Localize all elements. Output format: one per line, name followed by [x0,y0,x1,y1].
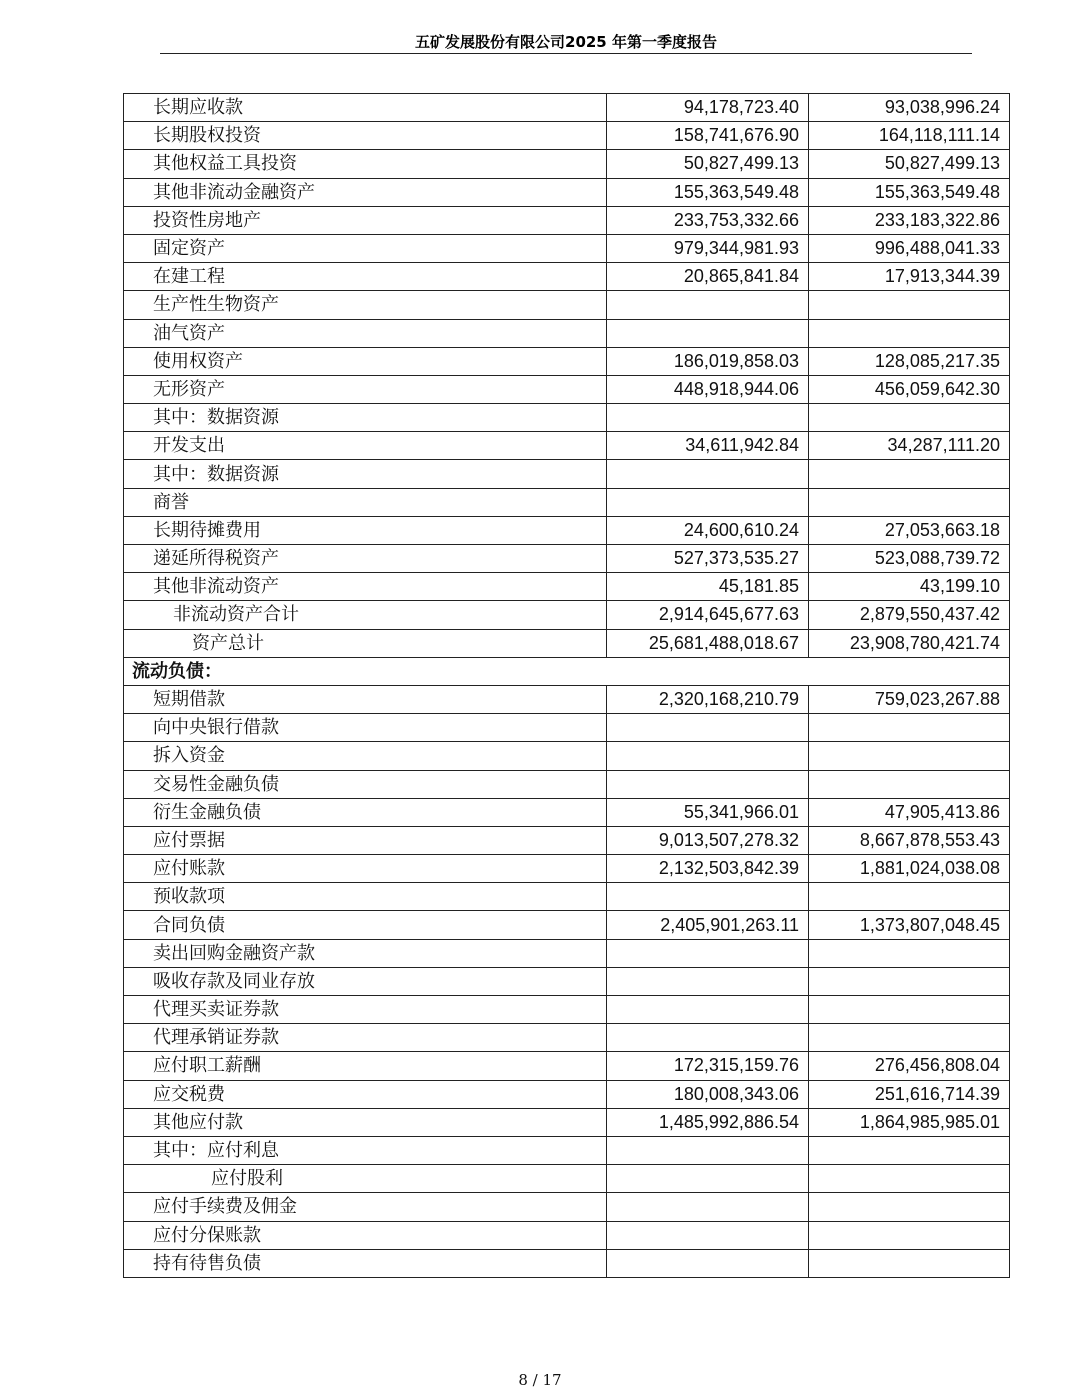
table-row [124,714,1010,742]
prior-period-value: 523,088,739.72 [809,545,1010,573]
current-period-value [607,742,809,770]
table-row [124,742,1010,770]
row-label: 应付职工薪酬 [124,1052,607,1080]
current-period-value: 233,753,332.66 [607,206,809,234]
table-row [124,1080,1010,1108]
prior-period-value [809,1136,1010,1164]
row-label: 其他应付款 [124,1108,607,1136]
table-row [124,1221,1010,1249]
current-period-value: 34,611,942.84 [607,432,809,460]
current-period-value [607,1193,809,1221]
prior-period-value [809,1165,1010,1193]
row-label: 应付手续费及佣金 [124,1193,607,1221]
prior-period-value: 34,287,111.20 [809,432,1010,460]
table-row [124,122,1010,150]
row-label: 拆入资金 [124,742,607,770]
row-label: 资产总计 [124,629,607,657]
current-period-value: 155,363,549.48 [607,178,809,206]
row-label: 长期股权投资 [124,122,607,150]
prior-period-value [809,291,1010,319]
prior-period-value: 1,864,985,985.01 [809,1108,1010,1136]
row-label: 持有待售负债 [124,1249,607,1277]
table-row [124,573,1010,601]
table-row [124,883,1010,911]
current-period-value: 158,741,676.90 [607,122,809,150]
prior-period-value [809,1249,1010,1277]
table-row [124,1108,1010,1136]
page-header-title: 五矿发展股份有限公司2025 年第一季度报告 [415,33,717,51]
current-period-value: 20,865,841.84 [607,263,809,291]
row-label: 向中央银行借款 [124,714,607,742]
row-label: 预收款项 [124,883,607,911]
row-label: 在建工程 [124,263,607,291]
row-label: 应交税费 [124,1080,607,1108]
current-period-value [607,1165,809,1193]
table-row [124,1193,1010,1221]
table-row [124,1052,1010,1080]
prior-period-value: 276,456,808.04 [809,1052,1010,1080]
current-period-value: 50,827,499.13 [607,150,809,178]
current-period-value: 2,320,168,210.79 [607,685,809,713]
row-label: 代理买卖证券款 [124,996,607,1024]
prior-period-value: 759,023,267.88 [809,685,1010,713]
prior-period-value: 251,616,714.39 [809,1080,1010,1108]
prior-period-value: 1,373,807,048.45 [809,911,1010,939]
row-label: 应付账款 [124,855,607,883]
table-row [124,94,1010,122]
row-label: 其中：应付利息 [124,1136,607,1164]
prior-period-value: 456,059,642.30 [809,375,1010,403]
prior-period-value [809,319,1010,347]
table-row [124,460,1010,488]
table-row [124,545,1010,573]
current-period-value [607,1249,809,1277]
row-label: 代理承销证券款 [124,1024,607,1052]
current-period-value [607,1221,809,1249]
table-row [124,798,1010,826]
row-label: 非流动资产合计 [124,601,607,629]
prior-period-value [809,742,1010,770]
table-row [124,1136,1010,1164]
balance-sheet-table [123,93,1010,1278]
prior-period-value: 8,667,878,553.43 [809,826,1010,854]
row-label: 投资性房地产 [124,206,607,234]
row-label: 其他权益工具投资 [124,150,607,178]
current-period-value [607,883,809,911]
current-period-value [607,319,809,347]
table-row [124,488,1010,516]
prior-period-value: 27,053,663.18 [809,516,1010,544]
row-label: 其中：数据资源 [124,460,607,488]
row-label: 递延所得税资产 [124,545,607,573]
total-row [124,629,1010,657]
row-label: 生产性生物资产 [124,291,607,319]
current-period-value [607,770,809,798]
table-row [124,347,1010,375]
current-period-value: 2,405,901,263.11 [607,911,809,939]
row-label: 应付股利 [124,1165,607,1193]
row-label: 其他非流动金融资产 [124,178,607,206]
balance-sheet-body [124,94,1010,1278]
current-period-value: 2,914,645,677.63 [607,601,809,629]
prior-period-value: 128,085,217.35 [809,347,1010,375]
row-label: 油气资产 [124,319,607,347]
current-period-value: 186,019,858.03 [607,347,809,375]
prior-period-value [809,460,1010,488]
section-heading: 流动负债： [124,657,1010,685]
table-row [124,1024,1010,1052]
subtotal-row [124,601,1010,629]
table-row [124,178,1010,206]
current-period-value: 94,178,723.40 [607,94,809,122]
current-period-value [607,967,809,995]
prior-period-value [809,1221,1010,1249]
current-period-value [607,1024,809,1052]
row-label: 交易性金融负债 [124,770,607,798]
prior-period-value [809,770,1010,798]
table-row [124,516,1010,544]
current-period-value: 9,013,507,278.32 [607,826,809,854]
prior-period-value: 43,199.10 [809,573,1010,601]
row-label: 长期待摊费用 [124,516,607,544]
row-label: 使用权资产 [124,347,607,375]
prior-period-value [809,714,1010,742]
prior-period-value [809,883,1010,911]
current-period-value [607,1136,809,1164]
table-row [124,911,1010,939]
prior-period-value: 164,118,111.14 [809,122,1010,150]
prior-period-value: 93,038,996.24 [809,94,1010,122]
table-row [124,1249,1010,1277]
prior-period-value [809,404,1010,432]
prior-period-value: 155,363,549.48 [809,178,1010,206]
current-period-value: 172,315,159.76 [607,1052,809,1080]
current-period-value: 25,681,488,018.67 [607,629,809,657]
table-row [124,291,1010,319]
row-label: 合同负债 [124,911,607,939]
row-label: 应付票据 [124,826,607,854]
current-period-value: 55,341,966.01 [607,798,809,826]
current-period-value [607,488,809,516]
row-label: 无形资产 [124,375,607,403]
table-row [124,939,1010,967]
table-row [124,996,1010,1024]
page-number: 8 / 17 [518,1371,562,1389]
table-row [124,685,1010,713]
current-period-value [607,714,809,742]
prior-period-value: 1,881,024,038.08 [809,855,1010,883]
row-label: 其他非流动资产 [124,573,607,601]
current-period-value: 979,344,981.93 [607,234,809,262]
prior-period-value: 996,488,041.33 [809,234,1010,262]
row-label: 吸收存款及同业存放 [124,967,607,995]
prior-period-value: 17,913,344.39 [809,263,1010,291]
section-header-row [124,657,1010,685]
row-label: 卖出回购金融资产款 [124,939,607,967]
prior-period-value: 50,827,499.13 [809,150,1010,178]
current-period-value: 180,008,343.06 [607,1080,809,1108]
prior-period-value [809,939,1010,967]
current-period-value: 527,373,535.27 [607,545,809,573]
row-label: 商誉 [124,488,607,516]
row-label: 衍生金融负债 [124,798,607,826]
table-row [124,432,1010,460]
table-row [124,967,1010,995]
current-period-value [607,460,809,488]
prior-period-value: 47,905,413.86 [809,798,1010,826]
current-period-value: 1,485,992,886.54 [607,1108,809,1136]
prior-period-value: 2,879,550,437.42 [809,601,1010,629]
current-period-value: 45,181.85 [607,573,809,601]
row-label: 其中：数据资源 [124,404,607,432]
current-period-value [607,404,809,432]
table-row [124,234,1010,262]
row-label: 固定资产 [124,234,607,262]
table-row [124,404,1010,432]
row-label: 长期应收款 [124,94,607,122]
table-row [124,319,1010,347]
prior-period-value: 233,183,322.86 [809,206,1010,234]
current-period-value [607,291,809,319]
table-row [124,1165,1010,1193]
table-row [124,206,1010,234]
prior-period-value [809,996,1010,1024]
current-period-value: 448,918,944.06 [607,375,809,403]
prior-period-value [809,1193,1010,1221]
table-row [124,770,1010,798]
row-label: 开发支出 [124,432,607,460]
row-label: 应付分保账款 [124,1221,607,1249]
prior-period-value [809,488,1010,516]
table-row [124,150,1010,178]
table-row [124,375,1010,403]
current-period-value: 24,600,610.24 [607,516,809,544]
prior-period-value [809,1024,1010,1052]
current-period-value: 2,132,503,842.39 [607,855,809,883]
prior-period-value [809,967,1010,995]
table-row [124,826,1010,854]
table-row [124,855,1010,883]
row-label: 短期借款 [124,685,607,713]
prior-period-value: 23,908,780,421.74 [809,629,1010,657]
current-period-value [607,939,809,967]
table-row [124,263,1010,291]
header-rule [160,53,972,54]
current-period-value [607,996,809,1024]
